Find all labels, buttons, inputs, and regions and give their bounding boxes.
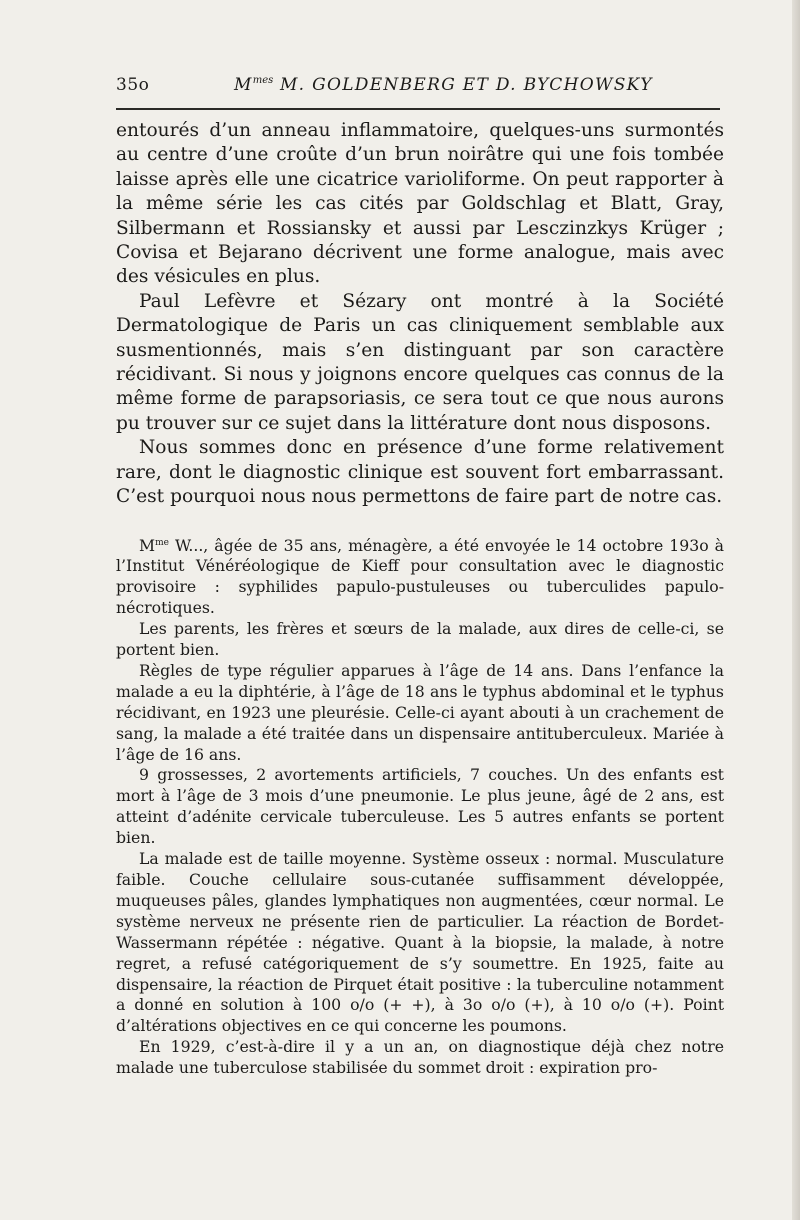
- page-header: [116, 75, 721, 103]
- running-head-authors: M. GOLDENBERG ET D. BYCHOWSKY: [273, 75, 653, 95]
- paragraph-lefevre-sezary: Paul Lefèvre et Sézary ont montré à la Société Dermatologique de Paris un cas cliniquement semblable aux susmentionnés, mais s’en distinguant par son caractère récidivant. Si nous y joignons encore quelques cas connus de la même forme de parapsoriasis, ce sera tout ce que nous aurons pu trouver sur ce sujet dans la littérature dont nous disposons.: [116, 290, 724, 434]
- header-rule: [116, 108, 720, 110]
- paragraph-continuation: entourés d’un anneau inflammatoire, quelques-uns surmontés au centre d’une croûte d’un brun noirâtre qui une fois tombée laisse après elle une cicatrice varioliforme. On peut rapporter à la même série les cas cités par Goldschlag et Blatt, Gray, Silbermann et Rossiansky et aussi par Lesczinzkys Krüger ; Covisa et Bejarano décrivent une forme analogue, mais avec des vésicules en plus.: [116, 120, 724, 288]
- case-paragraph-patient-text: W..., âgée de 35 ans, ménagère, a été envoyée le 14 octobre 193o à l’Institut Vénéréologique de Kieff pour consultation avec le diagnostic provisoire : syphilides papulo-pustuleuses ou tuberculides papulo-nécrotiques.: [116, 535, 724, 618]
- case-title-prefix: M: [139, 535, 156, 555]
- case-paragraph-pregnancies: 9 grossesses, 2 avortements artificiels, 7 couches. Un des enfants est mort à l’âge de 3 mois d’une pneumonie. Le plus jeune, âgé de 2 ans, est atteint d’adénite cervicale tuberculeuse. Les 5 autres enfants se portent bien.: [116, 765, 724, 848]
- paragraph-rare-form: Nous sommes donc en présence d’une forme relativement rare, dont le diagnostic clinique est souvent fort embarrassant. C’est pourquoi nous nous permettons de faire part de notre cas.: [116, 437, 724, 508]
- case-paragraph-examination: La malade est de taille moyenne. Système osseux : normal. Musculature faible. Couche cellulaire sous-cutanée suffisamment développée, muqueuses pâles, glandes lymphatiques non augmentées, cœur normal. Le système nerveux ne présente rien de particulier. La réaction de Bordet-Wassermann répétée : négative. Quant à la biopsie, la malade, à notre regret, a refusé catégoriquement de s’y soumettre. En 1925, faite au dispensaire, la réaction de Pirquet était positive : la tuberculine notamment a donné en solution à 100 o/o (+ +), à 3o o/o (+), à 10 o/o (+). Point d’altérations objectives en ce qui concerne les poumons.: [116, 849, 724, 1036]
- running-head-prefix: M: [234, 75, 253, 95]
- running-head: [234, 75, 653, 95]
- intro-section: [116, 119, 724, 510]
- case-title-sup: me: [155, 537, 169, 548]
- body-text: [116, 119, 724, 1079]
- case-paragraph-family: Les parents, les frères et sœurs de la malade, aux dires de celle-ci, se portent bien.: [116, 619, 724, 660]
- page-edge: [792, 0, 800, 1220]
- case-paragraph-patient: [116, 536, 724, 620]
- case-paragraph-1929: En 1929, c’est-à-dire il y a un an, on diagnostique déjà chez notre malade une tuberculose stabilisée du sommet droit : expiration pro-: [116, 1037, 724, 1078]
- case-paragraph-history: Règles de type régulier apparues à l’âge de 14 ans. Dans l’enfance la malade a eu la diphtérie, à l’âge de 18 ans le typhus abdominal et le typhus récidivant, en 1923 une pleurésie. Celle-ci ayant abouti à un crachement de sang, la malade a été traitée dans un dispensaire antituberculeux. Mariée à l’âge de 16 ans.: [116, 660, 724, 764]
- case-report: [116, 536, 724, 1080]
- running-head-sup: mes: [252, 75, 274, 86]
- page-number: 35o: [116, 75, 150, 95]
